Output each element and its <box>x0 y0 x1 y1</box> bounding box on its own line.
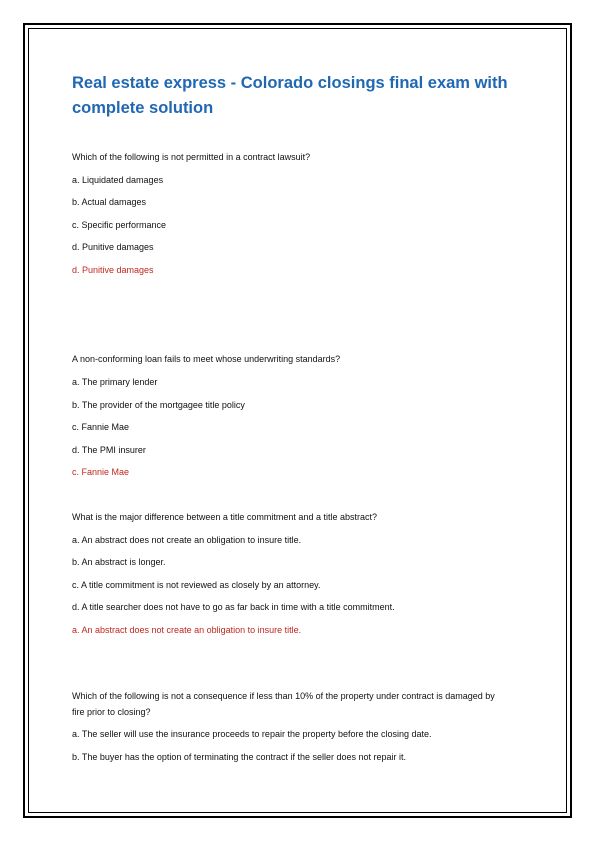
question-3-option-a: a. An abstract does not create an obligation to insure title. <box>72 535 302 545</box>
question-1-option-c: c. Specific performance <box>72 220 167 230</box>
question-1-option-a: a. Liquidated damages <box>72 175 164 185</box>
question-3-option-d: d. A title searcher does not have to go as far back in time with a title commitment. <box>72 602 395 612</box>
question-3-text: What is the major difference between a title commitment and a title abstract? <box>72 512 377 522</box>
question-1-answer: d. Punitive damages <box>72 265 154 275</box>
question-2-option-d: d. The PMI insurer <box>72 445 146 455</box>
question-3-option-c: c. A title commitment is not reviewed as closely by an attorney. <box>72 580 321 590</box>
question-2-answer: c. Fannie Mae <box>72 467 130 477</box>
question-3-answer: a. An abstract does not create an obligation to insure title. <box>72 625 302 635</box>
question-3-option-b: b. An abstract is longer. <box>72 557 166 567</box>
question-4-text: Which of the following is not a consequence if less than 10% of the property under contract is damaged by fire prior to closing? <box>72 691 495 717</box>
question-4-option-a: a. The seller will use the insurance proceeds to repair the property before the closing date. <box>72 729 432 739</box>
question-1-text: Which of the following is not permitted in a contract lawsuit? <box>72 152 311 162</box>
question-2-text: A non-conforming loan fails to meet whose underwriting standards? <box>72 354 341 364</box>
question-2-option-a: a. The primary lender <box>72 377 158 387</box>
document-title: Real estate express - Colorado closings final exam with complete solution <box>72 74 508 117</box>
question-1-option-d: d. Punitive damages <box>72 242 154 252</box>
question-2-option-c: c. Fannie Mae <box>72 422 130 432</box>
question-1-option-b: b. Actual damages <box>72 197 147 207</box>
question-2-option-b: b. The provider of the mortgagee title policy <box>72 400 245 410</box>
question-4-option-b: b. The buyer has the option of terminating the contract if the seller does not repair it. <box>72 752 407 762</box>
